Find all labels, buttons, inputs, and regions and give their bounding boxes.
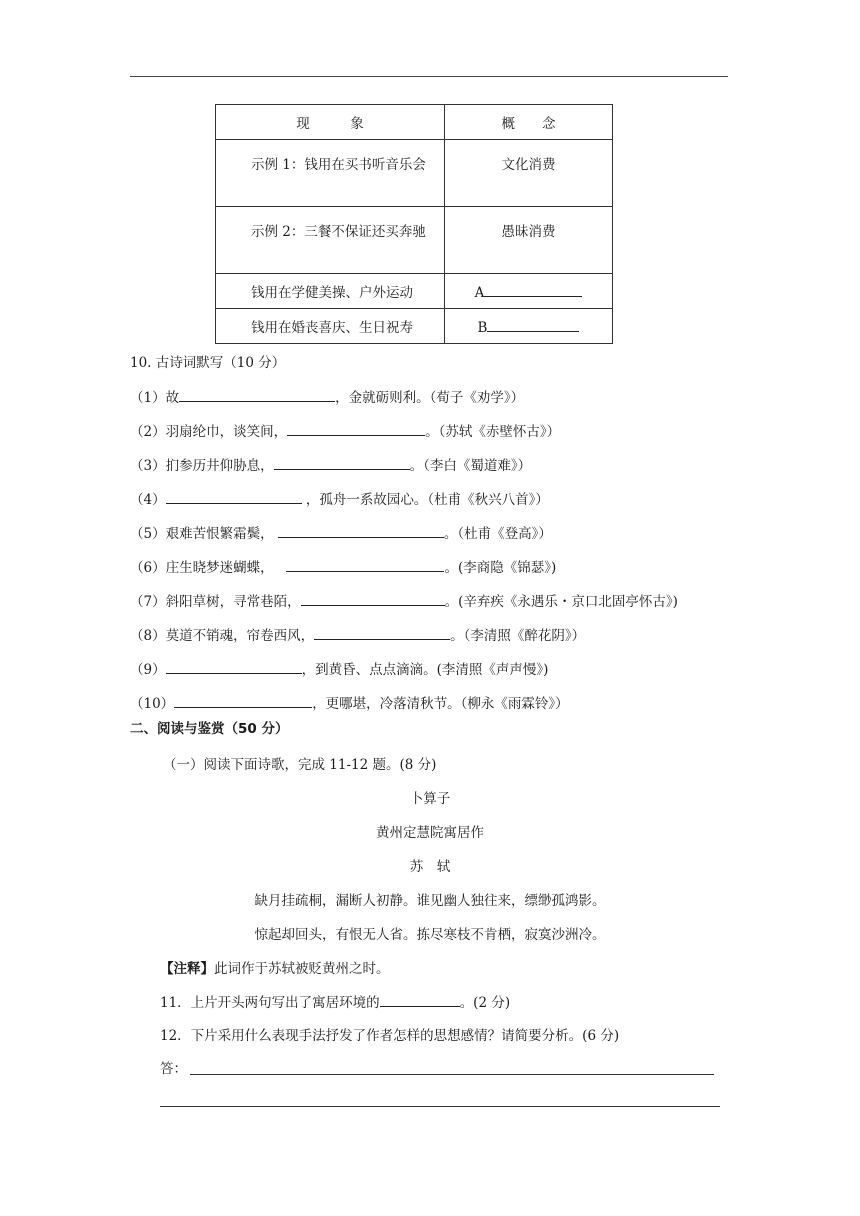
poem-line-1: 缺月挂疏桐，漏断人初静。谁见幽人独往来，缥缈孤鸿影。 [254, 893, 606, 909]
q10-item-text: ，金就砺则利。（荀子《劝学》） [335, 390, 525, 406]
q11-text: 。(2 分) [459, 995, 511, 1011]
poem-author: 苏 轼 [409, 859, 451, 875]
answer-line-2[interactable] [160, 1106, 720, 1107]
table-header-concept: 概 念 [445, 105, 613, 140]
table-row [216, 309, 613, 344]
q10-item-text: （7）斜阳草树，寻常巷陌， [130, 594, 301, 610]
answer-line-1[interactable] [190, 1074, 714, 1075]
q10-item-text: （8）莫道不销魂，帘卷西风， [130, 628, 315, 644]
q10-item-text: 。(李商隐《锦瑟》) [444, 560, 557, 576]
q10-item-text: 。(辛弃疾《永遇乐・京口北固亭怀古》) [444, 594, 678, 610]
table-header-phenomenon: 现 象 [216, 105, 445, 140]
fill-blank[interactable] [286, 557, 444, 572]
poem-line-2: 惊起却回头，有恨无人省。拣尽寒枝不肯栖，寂寞沙洲冷。 [254, 927, 606, 943]
answer-label: 答： [160, 1061, 187, 1077]
blank-a-label: A [474, 284, 485, 301]
q10-item-text: ，到黄昏、点点滴滴。(李清照《声声慢》) [301, 662, 549, 678]
fill-blank[interactable] [287, 421, 425, 436]
section-2-intro: （一）阅读下面诗歌，完成 11-12 题。(8 分) [163, 757, 437, 773]
q10-item-6 [130, 557, 556, 578]
table-cell-phenomenon: 钱用在婚丧喜庆、生日祝寿 [251, 320, 413, 336]
question-10-title: 10. 古诗词默写（10 分） [130, 355, 286, 371]
q10-item-text: 。（李白《蜀道难》） [409, 458, 532, 474]
q10-item-text: 。（李清照《醉花阴》） [450, 628, 586, 644]
poem-subtitle: 黄州定慧院寓居作 [376, 825, 484, 841]
table-cell-concept: 文化消费 [501, 157, 556, 173]
q10-item-text: （1）故 [130, 390, 180, 406]
q10-item-7 [130, 591, 678, 612]
q10-item-text: 。（苏轼《赤壁怀古》） [425, 424, 561, 440]
table-cell-phenomenon: 钱用在学健美操、户外运动 [251, 285, 413, 301]
blank-b-field[interactable] [487, 317, 579, 332]
q10-item-text: （10） [130, 696, 175, 712]
annotation-label: 【注释】 [160, 961, 214, 977]
fill-blank[interactable] [278, 523, 444, 538]
poem-title: 卜算子 [409, 791, 451, 807]
q10-item-10 [130, 693, 569, 714]
blank-a-field[interactable] [484, 282, 582, 297]
q10-item-4 [130, 489, 549, 510]
fill-blank[interactable] [179, 387, 335, 402]
fill-blank[interactable] [301, 591, 445, 606]
fill-blank[interactable] [274, 455, 410, 470]
table-row [216, 274, 613, 309]
table-cell-phenomenon: 示例 1：钱用在买书听音乐会 [251, 157, 426, 173]
q10-item-5 [130, 523, 552, 544]
q10-item-1 [130, 387, 524, 408]
fill-blank[interactable] [380, 992, 460, 1007]
q10-item-text: ，更哪堪，冷落清秋节。（柳永《雨霖铃》） [312, 696, 569, 712]
question-11 [160, 992, 510, 1013]
table-header-row [216, 105, 613, 140]
q10-item-text: （3）扪参历井仰胁息， [130, 458, 274, 474]
fill-blank[interactable] [314, 625, 450, 640]
header-rule [130, 76, 728, 77]
q10-item-2 [130, 421, 560, 442]
q10-item-text: 。（杜甫《登高》） [443, 526, 552, 542]
blank-b-label: B [477, 319, 488, 336]
q10-item-text: ，孤舟一系故园心。（杜甫《秋兴八首》） [305, 492, 549, 508]
section-2-title: 二、阅读与鉴赏（50 分） [130, 721, 289, 737]
question-12: 12．下片采用什么表现手法抒发了作者怎样的思想感情？请简要分析。(6 分) [160, 1028, 620, 1044]
fill-blank[interactable] [166, 489, 302, 504]
q10-item-text: （6）庄生晓梦迷蝴蝶， [130, 560, 274, 576]
q11-text: 11．上片开头两句写出了寓居环境的 [160, 995, 380, 1011]
q10-item-8 [130, 625, 585, 646]
concept-table [215, 104, 613, 344]
q10-item-text: （4） [130, 492, 166, 508]
q10-item-3 [130, 455, 531, 476]
table-row [216, 207, 613, 274]
fill-blank[interactable] [166, 659, 302, 674]
q10-item-text: （9） [130, 662, 166, 678]
annotation [160, 959, 390, 979]
q10-item-text: （2）羽扇纶巾，谈笑间， [130, 424, 288, 440]
table-cell-phenomenon: 示例 2：三餐不保证还买奔驰 [251, 224, 426, 240]
q10-item-9 [130, 659, 548, 680]
q10-item-text: （5）艰难苦恨繁霜鬓， [130, 526, 274, 542]
fill-blank[interactable] [174, 693, 312, 708]
annotation-text: 此词作于苏轼被贬黄州之时。 [214, 961, 390, 977]
table-row [216, 140, 613, 207]
table-cell-concept: 愚昧消费 [501, 224, 556, 240]
